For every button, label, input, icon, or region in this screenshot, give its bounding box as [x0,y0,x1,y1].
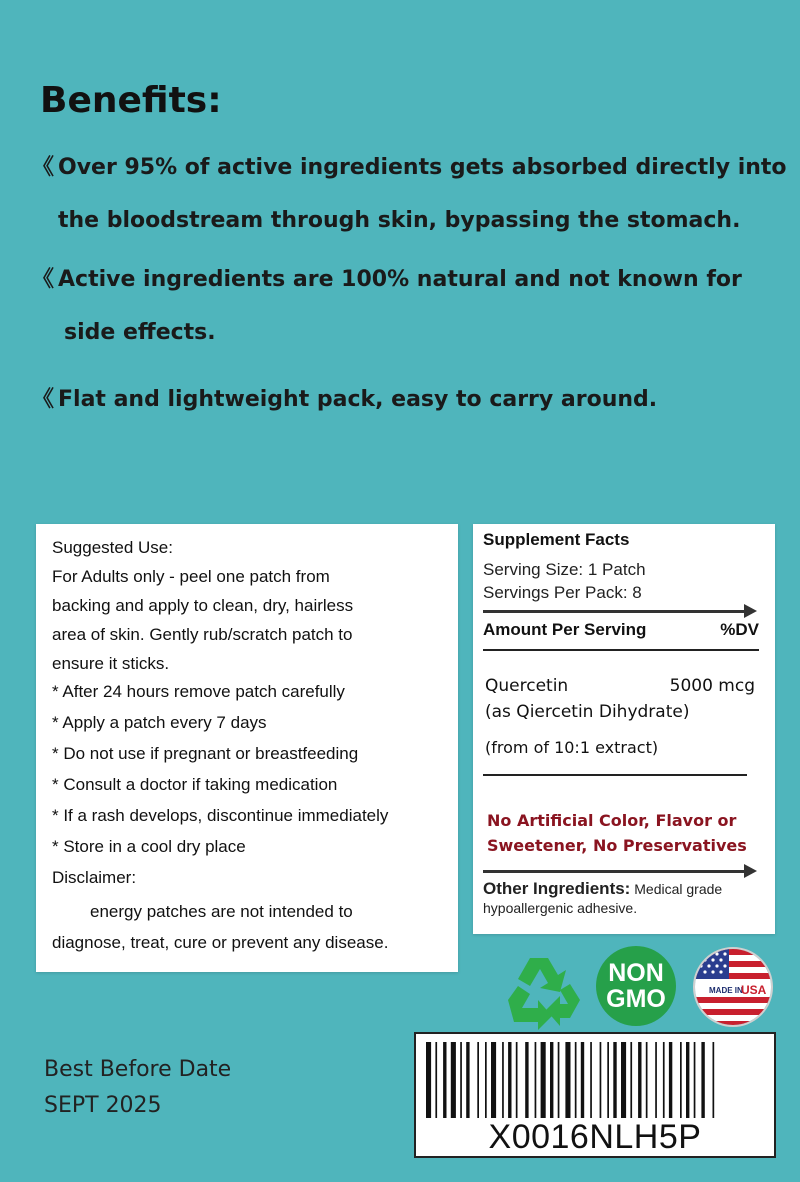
bullet-mark: 《 [32,387,55,412]
best-before [44,1052,231,1124]
benefit-item [32,382,792,413]
recycle-icon [500,950,588,1032]
barcode-bar [669,1042,672,1118]
barcode-bar [550,1042,553,1118]
barcode-bar [477,1042,479,1118]
usa-label: USA [741,983,767,997]
barcode-bar [638,1042,641,1118]
suggested-use-title: Suggested Use: [52,538,173,557]
suggested-use-line: ensure it sticks. [52,654,170,673]
serving-size: Serving Size: 1 Patch [483,560,646,579]
barcode-bar [558,1042,560,1118]
non-gmo-line: GMO [606,985,666,1013]
supplement-facts-card [473,524,775,934]
barcode-bar [701,1042,704,1118]
usage-bullet: * Apply a patch every 7 days [52,713,267,732]
barcode-bar [646,1042,648,1118]
arrow-divider [483,610,745,613]
other-ingredients-value: Medical grade [634,881,723,897]
barcode-number: X0016NLH5P [488,1118,702,1156]
barcode-bar [694,1042,696,1118]
benefits-title: Benefits: [40,80,222,121]
divider [483,774,747,776]
made-in-label: MADE IN [709,986,743,995]
ingredient-form: (as Qiercetin Dihydrate) [485,702,690,722]
barcode-bar [621,1042,626,1118]
amount-per-serving-row [483,620,759,640]
suggested-use-line: area of skin. Gently rub/scratch patch to [52,625,353,644]
made-in-usa-badge [693,947,773,1027]
other-ingredients [483,879,773,918]
usage-bullet: * After 24 hours remove patch carefully [52,682,345,701]
barcode-bar [581,1042,584,1118]
ingredient-row [485,676,765,696]
barcode-bar [502,1042,504,1118]
disclaimer-text [52,896,452,958]
barcode [414,1032,776,1158]
servings-per-pack: Servings Per Pack: 8 [483,583,642,602]
barcode-bar [600,1042,602,1118]
amount-per-serving-label: Amount Per Serving [483,620,647,639]
barcode-bar [426,1042,431,1118]
barcode-bar [565,1042,570,1118]
disclaimer-line: energy patches are not intended to [90,902,353,921]
barcode-bar [613,1042,616,1118]
barcode-bar [491,1042,496,1118]
suggested-use-text [52,562,452,678]
barcode-bar [575,1042,577,1118]
barcode-bar [655,1042,657,1118]
benefit-line: Flat and lightweight pack, easy to carry around. [58,387,658,412]
barcode-bar [460,1042,462,1118]
barcode-bar [535,1042,537,1118]
barcode-bar [466,1042,469,1118]
benefit-line: Active ingredients are 100% natural and not known for [58,267,742,292]
bullet-mark: 《 [32,155,55,180]
arrow-divider [483,870,745,873]
non-gmo-badge [596,946,676,1026]
barcode-bar [590,1042,592,1118]
barcode-bars [424,1042,766,1118]
barcode-bar [516,1042,518,1118]
barcode-bar [541,1042,546,1118]
barcode-bar [607,1042,609,1118]
other-ingredients-value: hypoallergenic adhesive. [483,900,638,916]
barcode-bar [686,1042,689,1118]
barcode-bar [443,1042,446,1118]
divider [483,649,759,651]
usage-bullet: * If a rash develops, discontinue immediately [52,806,389,825]
us-flag-icon [695,949,771,1025]
supplement-facts-title: Supplement Facts [483,530,630,549]
barcode-bar [485,1042,487,1118]
disclaimer-line: diagnose, treat, cure or prevent any disease. [52,933,389,952]
usage-bullet: * Do not use if pregnant or breastfeeding [52,744,359,763]
ingredient-name: Quercetin [485,676,569,696]
barcode-bar [663,1042,665,1118]
notice-line: Sweetener, No Preservatives [487,836,747,855]
disclaimer-title: Disclaimer: [52,868,137,887]
benefit-item [32,262,792,345]
ingredient-amount: 5000 mcg [669,676,755,696]
usage-bullet: * Store in a cool dry place [52,837,246,856]
dv-label: %DV [720,620,759,639]
suggested-use-line: backing and apply to clean, dry, hairless [52,596,354,615]
barcode-bar [435,1042,437,1118]
suggested-use-card [36,524,458,972]
best-before-label: Best Before Date [44,1057,232,1082]
barcode-bar [630,1042,632,1118]
best-before-date: SEPT 2025 [44,1093,162,1118]
usage-bullet: * Consult a doctor if taking medication [52,775,338,794]
barcode-bar [713,1042,715,1118]
non-gmo-line: NON [608,959,664,987]
barcode-bar [525,1042,528,1118]
barcode-bar [451,1042,456,1118]
benefit-line: side effects. [64,320,216,345]
barcode-bar [508,1042,511,1118]
barcode-bar [680,1042,682,1118]
no-additives-notice [487,808,747,858]
other-ingredients-label: Other Ingredients: [483,879,631,898]
benefit-item [32,150,792,233]
benefit-line: the bloodstream through skin, bypassing the stomach. [58,208,741,233]
notice-line: No Artificial Color, Flavor or [487,811,737,830]
usage-bullets [52,676,462,862]
benefit-line: Over 95% of active ingredients gets absorbed directly into [58,155,787,180]
bullet-mark: 《 [32,267,55,292]
suggested-use-line: For Adults only - peel one patch from [52,567,330,586]
ingredient-extract: (from of 10:1 extract) [485,738,659,757]
serving-info [483,558,646,604]
